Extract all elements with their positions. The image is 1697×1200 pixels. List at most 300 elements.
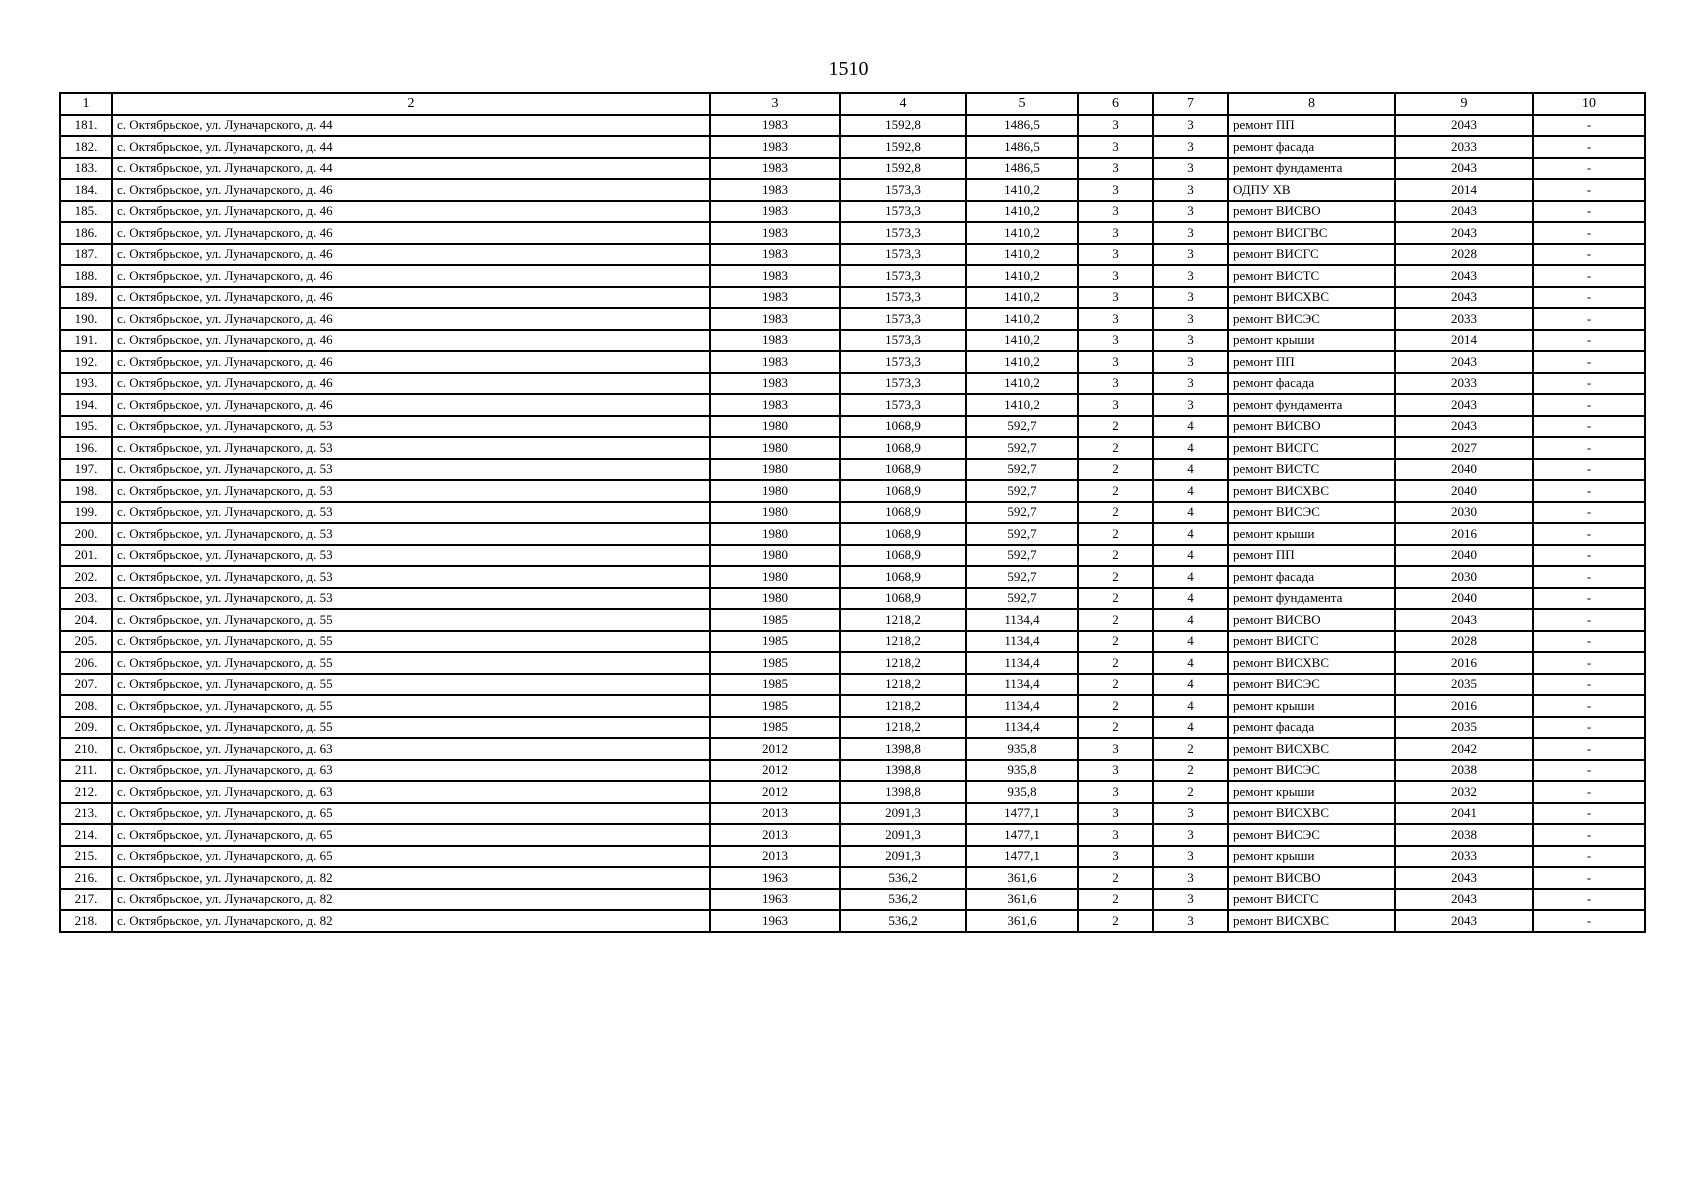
address-cell: с. Октябрьское, ул. Луначарского, д. 44 [112, 115, 710, 137]
table-row [60, 502, 1645, 524]
row-number-cell: 190. [60, 308, 112, 330]
work-type-cell: ремонт крыши [1228, 695, 1395, 717]
address-cell: с. Октябрьское, ул. Луначарского, д. 46 [112, 201, 710, 223]
table-row [60, 158, 1645, 180]
row-number-cell: 217. [60, 889, 112, 911]
planned-year-cell: 2030 [1395, 566, 1533, 588]
planned-year-cell: 2043 [1395, 158, 1533, 180]
entrances-cell: 4 [1153, 695, 1228, 717]
row-number-cell: 201. [60, 545, 112, 567]
address-cell: с. Октябрьское, ул. Луначарского, д. 53 [112, 523, 710, 545]
year-built-cell: 2013 [710, 824, 840, 846]
note-cell: - [1533, 781, 1645, 803]
header-row [60, 93, 1645, 115]
total-area-cell: 2091,3 [840, 846, 966, 868]
address-cell: с. Октябрьское, ул. Луначарского, д. 55 [112, 631, 710, 653]
entrances-cell: 3 [1153, 244, 1228, 266]
work-type-cell: ремонт ВИСЭС [1228, 502, 1395, 524]
address-cell: с. Октябрьское, ул. Луначарского, д. 82 [112, 910, 710, 932]
column-header: 3 [710, 93, 840, 115]
living-area-cell: 1410,2 [966, 222, 1078, 244]
year-built-cell: 1983 [710, 330, 840, 352]
table-row [60, 136, 1645, 158]
row-number-cell: 197. [60, 459, 112, 481]
table-row [60, 416, 1645, 438]
entrances-cell: 4 [1153, 652, 1228, 674]
floors-cell: 3 [1078, 373, 1153, 395]
row-number-cell: 199. [60, 502, 112, 524]
floors-cell: 3 [1078, 330, 1153, 352]
entrances-cell: 3 [1153, 308, 1228, 330]
year-built-cell: 2012 [710, 738, 840, 760]
table-row [60, 609, 1645, 631]
floors-cell: 3 [1078, 201, 1153, 223]
address-cell: с. Октябрьское, ул. Луначарского, д. 53 [112, 545, 710, 567]
year-built-cell: 1985 [710, 695, 840, 717]
planned-year-cell: 2033 [1395, 846, 1533, 868]
entrances-cell: 4 [1153, 674, 1228, 696]
row-number-cell: 191. [60, 330, 112, 352]
row-number-cell: 213. [60, 803, 112, 825]
entrances-cell: 3 [1153, 201, 1228, 223]
address-cell: с. Октябрьское, ул. Луначарского, д. 55 [112, 695, 710, 717]
year-built-cell: 1980 [710, 523, 840, 545]
floors-cell: 2 [1078, 416, 1153, 438]
entrances-cell: 4 [1153, 631, 1228, 653]
total-area-cell: 1573,3 [840, 222, 966, 244]
living-area-cell: 1477,1 [966, 803, 1078, 825]
entrances-cell: 3 [1153, 158, 1228, 180]
note-cell: - [1533, 373, 1645, 395]
row-number-cell: 189. [60, 287, 112, 309]
floors-cell: 2 [1078, 523, 1153, 545]
column-header: 6 [1078, 93, 1153, 115]
total-area-cell: 1398,8 [840, 760, 966, 782]
row-number-cell: 193. [60, 373, 112, 395]
work-type-cell: ремонт крыши [1228, 781, 1395, 803]
living-area-cell: 592,7 [966, 416, 1078, 438]
note-cell: - [1533, 674, 1645, 696]
column-header: 4 [840, 93, 966, 115]
planned-year-cell: 2043 [1395, 115, 1533, 137]
entrances-cell: 2 [1153, 760, 1228, 782]
floors-cell: 3 [1078, 179, 1153, 201]
planned-year-cell: 2032 [1395, 781, 1533, 803]
living-area-cell: 1134,4 [966, 652, 1078, 674]
year-built-cell: 1980 [710, 588, 840, 610]
column-header: 9 [1395, 93, 1533, 115]
row-number-cell: 218. [60, 910, 112, 932]
year-built-cell: 1980 [710, 459, 840, 481]
address-cell: с. Октябрьское, ул. Луначарского, д. 46 [112, 222, 710, 244]
total-area-cell: 1573,3 [840, 394, 966, 416]
table-row [60, 674, 1645, 696]
living-area-cell: 592,7 [966, 523, 1078, 545]
work-type-cell: ремонт крыши [1228, 846, 1395, 868]
year-built-cell: 1985 [710, 652, 840, 674]
table-row [60, 652, 1645, 674]
floors-cell: 2 [1078, 867, 1153, 889]
row-number-cell: 209. [60, 717, 112, 739]
total-area-cell: 1592,8 [840, 158, 966, 180]
table-row [60, 846, 1645, 868]
planned-year-cell: 2028 [1395, 244, 1533, 266]
note-cell: - [1533, 244, 1645, 266]
note-cell: - [1533, 351, 1645, 373]
entrances-cell: 3 [1153, 115, 1228, 137]
row-number-cell: 215. [60, 846, 112, 868]
row-number-cell: 207. [60, 674, 112, 696]
work-type-cell: ремонт ВИСХВС [1228, 652, 1395, 674]
living-area-cell: 592,7 [966, 588, 1078, 610]
entrances-cell: 3 [1153, 351, 1228, 373]
total-area-cell: 1573,3 [840, 179, 966, 201]
work-type-cell: ремонт ВИСГС [1228, 437, 1395, 459]
planned-year-cell: 2035 [1395, 717, 1533, 739]
row-number-cell: 212. [60, 781, 112, 803]
work-type-cell: ремонт ВИСВО [1228, 867, 1395, 889]
table-row [60, 695, 1645, 717]
note-cell: - [1533, 416, 1645, 438]
address-cell: с. Октябрьское, ул. Луначарского, д. 53 [112, 459, 710, 481]
table-body [60, 115, 1645, 932]
address-cell: с. Октябрьское, ул. Луначарского, д. 65 [112, 846, 710, 868]
table-row [60, 588, 1645, 610]
row-number-cell: 195. [60, 416, 112, 438]
address-cell: с. Октябрьское, ул. Луначарского, д. 46 [112, 308, 710, 330]
note-cell: - [1533, 437, 1645, 459]
floors-cell: 2 [1078, 910, 1153, 932]
entrances-cell: 3 [1153, 803, 1228, 825]
row-number-cell: 202. [60, 566, 112, 588]
address-cell: с. Октябрьское, ул. Луначарского, д. 46 [112, 244, 710, 266]
total-area-cell: 1218,2 [840, 695, 966, 717]
note-cell: - [1533, 609, 1645, 631]
address-cell: с. Октябрьское, ул. Луначарского, д. 55 [112, 674, 710, 696]
planned-year-cell: 2043 [1395, 609, 1533, 631]
row-number-cell: 208. [60, 695, 112, 717]
year-built-cell: 1963 [710, 889, 840, 911]
entrances-cell: 4 [1153, 480, 1228, 502]
entrances-cell: 3 [1153, 330, 1228, 352]
living-area-cell: 1477,1 [966, 824, 1078, 846]
table-row [60, 373, 1645, 395]
note-cell: - [1533, 566, 1645, 588]
floors-cell: 2 [1078, 502, 1153, 524]
address-cell: с. Октябрьское, ул. Луначарского, д. 53 [112, 566, 710, 588]
living-area-cell: 1410,2 [966, 330, 1078, 352]
row-number-cell: 194. [60, 394, 112, 416]
living-area-cell: 1410,2 [966, 244, 1078, 266]
entrances-cell: 4 [1153, 717, 1228, 739]
note-cell: - [1533, 201, 1645, 223]
row-number-cell: 198. [60, 480, 112, 502]
entrances-cell: 4 [1153, 437, 1228, 459]
address-cell: с. Октябрьское, ул. Луначарского, д. 63 [112, 781, 710, 803]
note-cell: - [1533, 330, 1645, 352]
total-area-cell: 1573,3 [840, 373, 966, 395]
table-row [60, 889, 1645, 911]
year-built-cell: 1980 [710, 502, 840, 524]
year-built-cell: 1983 [710, 244, 840, 266]
entrances-cell: 3 [1153, 136, 1228, 158]
planned-year-cell: 2027 [1395, 437, 1533, 459]
work-type-cell: ремонт крыши [1228, 330, 1395, 352]
total-area-cell: 1068,9 [840, 588, 966, 610]
planned-year-cell: 2035 [1395, 674, 1533, 696]
floors-cell: 2 [1078, 480, 1153, 502]
living-area-cell: 1410,2 [966, 351, 1078, 373]
note-cell: - [1533, 179, 1645, 201]
work-type-cell: ремонт ВИСГС [1228, 889, 1395, 911]
row-number-cell: 186. [60, 222, 112, 244]
total-area-cell: 1068,9 [840, 502, 966, 524]
living-area-cell: 361,6 [966, 867, 1078, 889]
address-cell: с. Октябрьское, ул. Луначарского, д. 82 [112, 867, 710, 889]
address-cell: с. Октябрьское, ул. Луначарского, д. 55 [112, 609, 710, 631]
total-area-cell: 1398,8 [840, 781, 966, 803]
total-area-cell: 1068,9 [840, 545, 966, 567]
floors-cell: 3 [1078, 287, 1153, 309]
note-cell: - [1533, 717, 1645, 739]
note-cell: - [1533, 631, 1645, 653]
table-row [60, 523, 1645, 545]
entrances-cell: 2 [1153, 738, 1228, 760]
total-area-cell: 536,2 [840, 867, 966, 889]
table-row [60, 437, 1645, 459]
note-cell: - [1533, 824, 1645, 846]
table-row [60, 244, 1645, 266]
work-type-cell: ОДПУ ХВ [1228, 179, 1395, 201]
table-row [60, 201, 1645, 223]
planned-year-cell: 2038 [1395, 760, 1533, 782]
row-number-cell: 196. [60, 437, 112, 459]
table-row [60, 781, 1645, 803]
address-cell: с. Октябрьское, ул. Луначарского, д. 55 [112, 652, 710, 674]
row-number-cell: 185. [60, 201, 112, 223]
year-built-cell: 1985 [710, 674, 840, 696]
column-header: 10 [1533, 93, 1645, 115]
floors-cell: 3 [1078, 781, 1153, 803]
note-cell: - [1533, 480, 1645, 502]
work-type-cell: ремонт ВИСВО [1228, 609, 1395, 631]
year-built-cell: 2013 [710, 803, 840, 825]
floors-cell: 3 [1078, 846, 1153, 868]
entrances-cell: 3 [1153, 222, 1228, 244]
living-area-cell: 1134,4 [966, 717, 1078, 739]
floors-cell: 2 [1078, 631, 1153, 653]
floors-cell: 3 [1078, 760, 1153, 782]
planned-year-cell: 2033 [1395, 136, 1533, 158]
floors-cell: 2 [1078, 566, 1153, 588]
note-cell: - [1533, 523, 1645, 545]
total-area-cell: 1068,9 [840, 459, 966, 481]
row-number-cell: 214. [60, 824, 112, 846]
entrances-cell: 4 [1153, 502, 1228, 524]
work-type-cell: ремонт ВИСВО [1228, 201, 1395, 223]
entrances-cell: 4 [1153, 609, 1228, 631]
total-area-cell: 1218,2 [840, 631, 966, 653]
living-area-cell: 1410,2 [966, 373, 1078, 395]
living-area-cell: 592,7 [966, 566, 1078, 588]
year-built-cell: 1983 [710, 179, 840, 201]
year-built-cell: 1985 [710, 609, 840, 631]
entrances-cell: 3 [1153, 889, 1228, 911]
living-area-cell: 592,7 [966, 545, 1078, 567]
planned-year-cell: 2040 [1395, 459, 1533, 481]
living-area-cell: 1486,5 [966, 158, 1078, 180]
floors-cell: 3 [1078, 351, 1153, 373]
note-cell: - [1533, 910, 1645, 932]
year-built-cell: 1980 [710, 545, 840, 567]
living-area-cell: 935,8 [966, 760, 1078, 782]
living-area-cell: 1410,2 [966, 394, 1078, 416]
work-type-cell: ремонт ВИСХВС [1228, 287, 1395, 309]
work-type-cell: ремонт фасада [1228, 373, 1395, 395]
living-area-cell: 1134,4 [966, 631, 1078, 653]
floors-cell: 3 [1078, 244, 1153, 266]
address-cell: с. Октябрьское, ул. Луначарского, д. 53 [112, 588, 710, 610]
row-number-cell: 210. [60, 738, 112, 760]
living-area-cell: 1486,5 [966, 136, 1078, 158]
planned-year-cell: 2043 [1395, 910, 1533, 932]
table-row [60, 222, 1645, 244]
year-built-cell: 1980 [710, 416, 840, 438]
total-area-cell: 1592,8 [840, 136, 966, 158]
address-cell: с. Октябрьское, ул. Луначарского, д. 82 [112, 889, 710, 911]
address-cell: с. Октябрьское, ул. Луначарского, д. 65 [112, 824, 710, 846]
address-cell: с. Октябрьское, ул. Луначарского, д. 46 [112, 351, 710, 373]
row-number-cell: 211. [60, 760, 112, 782]
table-row [60, 867, 1645, 889]
column-header: 5 [966, 93, 1078, 115]
total-area-cell: 1398,8 [840, 738, 966, 760]
planned-year-cell: 2043 [1395, 416, 1533, 438]
living-area-cell: 935,8 [966, 738, 1078, 760]
entrances-cell: 4 [1153, 459, 1228, 481]
year-built-cell: 1983 [710, 222, 840, 244]
table-row [60, 480, 1645, 502]
planned-year-cell: 2043 [1395, 265, 1533, 287]
living-area-cell: 1134,4 [966, 674, 1078, 696]
planned-year-cell: 2016 [1395, 652, 1533, 674]
table-row [60, 265, 1645, 287]
planned-year-cell: 2028 [1395, 631, 1533, 653]
total-area-cell: 1592,8 [840, 115, 966, 137]
address-cell: с. Октябрьское, ул. Луначарского, д. 65 [112, 803, 710, 825]
total-area-cell: 1573,3 [840, 287, 966, 309]
table-row [60, 287, 1645, 309]
total-area-cell: 1573,3 [840, 308, 966, 330]
total-area-cell: 1068,9 [840, 523, 966, 545]
work-type-cell: ремонт фасада [1228, 566, 1395, 588]
total-area-cell: 536,2 [840, 889, 966, 911]
address-cell: с. Октябрьское, ул. Луначарского, д. 63 [112, 760, 710, 782]
living-area-cell: 1410,2 [966, 179, 1078, 201]
table-row [60, 760, 1645, 782]
year-built-cell: 1980 [710, 566, 840, 588]
entrances-cell: 4 [1153, 523, 1228, 545]
table-row [60, 545, 1645, 567]
total-area-cell: 1573,3 [840, 201, 966, 223]
work-type-cell: ремонт ВИСГС [1228, 631, 1395, 653]
total-area-cell: 1068,9 [840, 437, 966, 459]
total-area-cell: 2091,3 [840, 803, 966, 825]
floors-cell: 2 [1078, 437, 1153, 459]
work-type-cell: ремонт ВИСХВС [1228, 738, 1395, 760]
year-built-cell: 1983 [710, 201, 840, 223]
planned-year-cell: 2040 [1395, 480, 1533, 502]
note-cell: - [1533, 308, 1645, 330]
year-built-cell: 1983 [710, 287, 840, 309]
work-type-cell: ремонт ВИСЭС [1228, 824, 1395, 846]
note-cell: - [1533, 115, 1645, 137]
floors-cell: 3 [1078, 394, 1153, 416]
address-cell: с. Октябрьское, ул. Луначарского, д. 53 [112, 437, 710, 459]
work-type-cell: ремонт ВИСХВС [1228, 480, 1395, 502]
note-cell: - [1533, 394, 1645, 416]
floors-cell: 3 [1078, 158, 1153, 180]
entrances-cell: 3 [1153, 867, 1228, 889]
total-area-cell: 1218,2 [840, 717, 966, 739]
row-number-cell: 184. [60, 179, 112, 201]
entrances-cell: 3 [1153, 373, 1228, 395]
year-built-cell: 1983 [710, 115, 840, 137]
year-built-cell: 1983 [710, 265, 840, 287]
living-area-cell: 1410,2 [966, 201, 1078, 223]
total-area-cell: 1218,2 [840, 674, 966, 696]
planned-year-cell: 2043 [1395, 287, 1533, 309]
living-area-cell: 1477,1 [966, 846, 1078, 868]
total-area-cell: 1573,3 [840, 265, 966, 287]
note-cell: - [1533, 803, 1645, 825]
address-cell: с. Октябрьское, ул. Луначарского, д. 44 [112, 136, 710, 158]
entrances-cell: 3 [1153, 394, 1228, 416]
row-number-cell: 205. [60, 631, 112, 653]
planned-year-cell: 2040 [1395, 545, 1533, 567]
year-built-cell: 1985 [710, 717, 840, 739]
year-built-cell: 1985 [710, 631, 840, 653]
living-area-cell: 935,8 [966, 781, 1078, 803]
address-cell: с. Октябрьское, ул. Луначарского, д. 53 [112, 416, 710, 438]
planned-year-cell: 2043 [1395, 351, 1533, 373]
page-number: 1510 [828, 58, 869, 80]
work-type-cell: ремонт ПП [1228, 115, 1395, 137]
planned-year-cell: 2042 [1395, 738, 1533, 760]
year-built-cell: 1963 [710, 910, 840, 932]
table-row [60, 717, 1645, 739]
work-type-cell: ремонт фундамента [1228, 394, 1395, 416]
total-area-cell: 1573,3 [840, 351, 966, 373]
planned-year-cell: 2043 [1395, 867, 1533, 889]
work-type-cell: ремонт фасада [1228, 136, 1395, 158]
year-built-cell: 2012 [710, 760, 840, 782]
entrances-cell: 4 [1153, 416, 1228, 438]
floors-cell: 3 [1078, 738, 1153, 760]
address-cell: с. Октябрьское, ул. Луначарского, д. 46 [112, 330, 710, 352]
note-cell: - [1533, 695, 1645, 717]
planned-year-cell: 2033 [1395, 373, 1533, 395]
living-area-cell: 592,7 [966, 480, 1078, 502]
column-header: 1 [60, 93, 112, 115]
work-type-cell: ремонт ВИСГС [1228, 244, 1395, 266]
table-row [60, 738, 1645, 760]
living-area-cell: 1134,4 [966, 695, 1078, 717]
floors-cell: 2 [1078, 545, 1153, 567]
planned-year-cell: 2043 [1395, 889, 1533, 911]
planned-year-cell: 2043 [1395, 201, 1533, 223]
floors-cell: 3 [1078, 136, 1153, 158]
